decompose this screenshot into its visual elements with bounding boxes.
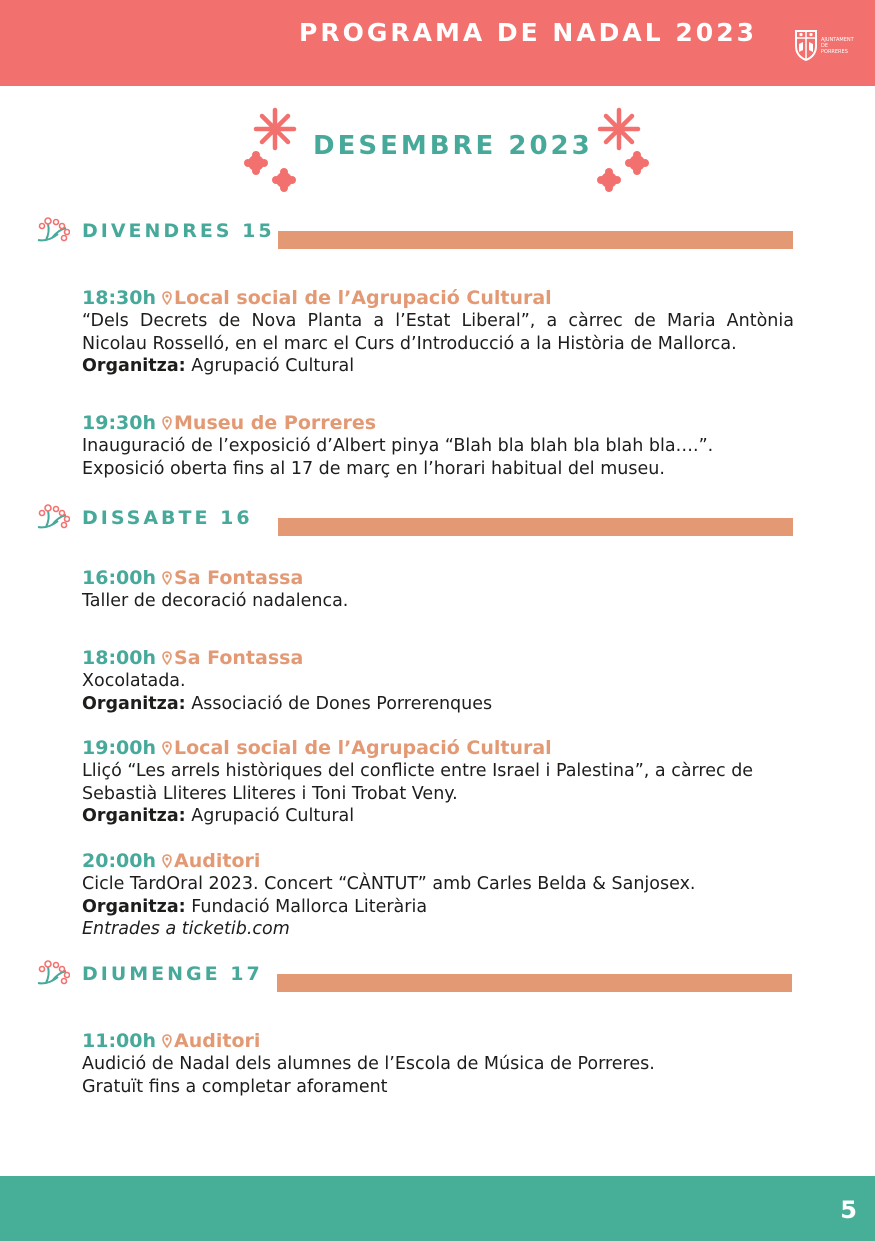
event-header xyxy=(82,566,794,590)
event-description: “Dels Decrets de Nova Planta a l’Estat Liberal”, a càrrec de Maria Antònia Nicolau Rosselló, en el marc el Curs d’Introducció a la Història de Mallorca. xyxy=(82,311,794,354)
event-description: Taller de decoració nadalenca. xyxy=(82,591,349,611)
event-header xyxy=(82,646,794,670)
location-pin-icon xyxy=(162,741,172,755)
organizer-label: Organitza: xyxy=(82,693,186,714)
event-organizer xyxy=(82,896,794,919)
day-heading xyxy=(0,959,875,999)
logo-text xyxy=(821,37,855,55)
organizer-label: Organitza: xyxy=(82,896,186,917)
event xyxy=(82,736,794,828)
month-title: DESEMBRE 2023 xyxy=(313,131,593,161)
event-time: 18:00h xyxy=(82,647,157,669)
location-pin-icon xyxy=(162,291,172,305)
event-description: Audició de Nadal dels alumnes de l’Escola de Música de Porreres. xyxy=(82,1054,655,1074)
day-label: DISSABTE 16 xyxy=(82,507,253,529)
event-description: Lliçó “Les arrels històriques del conflicte entre Israel i Palestina”, a càrrec de Sebastià Lliteres Lliteres i Toni Trobat Veny. xyxy=(82,761,754,804)
location-pin-icon xyxy=(162,416,172,430)
event-time: 16:00h xyxy=(82,567,157,589)
logo-text-line1: AJUNTAMENT xyxy=(821,37,854,43)
event-time: 19:30h xyxy=(82,412,157,434)
event xyxy=(82,1029,794,1098)
event xyxy=(82,849,794,941)
page-header xyxy=(0,0,875,86)
event-description: Cicle TardOral 2023. Concert “CÀNTUT” amb Carles Belda & Sanjosex. xyxy=(82,874,696,894)
event-header xyxy=(82,286,794,310)
location-pin-icon xyxy=(162,1034,172,1048)
organizer-name: Fundació Mallorca Literària xyxy=(191,896,428,917)
event-place: Local social de l’Agrupació Cultural xyxy=(174,287,552,309)
event-organizer xyxy=(82,355,794,378)
day-label: DIUMENGE 17 xyxy=(82,963,263,985)
event-header xyxy=(82,1029,794,1053)
day-heading xyxy=(0,503,875,543)
location-pin-icon xyxy=(162,651,172,665)
day-heading xyxy=(0,216,875,256)
page-footer xyxy=(0,1176,875,1241)
event xyxy=(82,411,794,480)
event xyxy=(82,646,794,715)
event-description: Xocolatada. xyxy=(82,671,186,691)
event xyxy=(82,566,794,613)
branch-berries-icon xyxy=(36,503,70,531)
branch-berries-icon xyxy=(36,216,70,244)
event-time: 20:00h xyxy=(82,850,157,872)
event-time: 19:00h xyxy=(82,737,157,759)
header-title: PROGRAMA DE NADAL 2023 xyxy=(299,18,757,47)
day-divider-bar xyxy=(278,231,793,249)
page-number: 5 xyxy=(840,1196,857,1224)
month-heading xyxy=(240,105,660,195)
event-description: Inauguració de l’exposició d’Albert pinya “Blah bla blah bla blah bla….”. Exposició oberta fins al 17 de març en l’horari habitual del museu. xyxy=(82,436,714,479)
event-place: Auditori xyxy=(174,1030,261,1052)
event-place: Sa Fontassa xyxy=(174,567,304,589)
event-header xyxy=(82,736,794,760)
event-organizer xyxy=(82,805,794,828)
organizer-label: Organitza: xyxy=(82,356,186,376)
organizer-name: Agrupació Cultural xyxy=(191,356,355,376)
event-place: Auditori xyxy=(174,850,261,872)
location-pin-icon xyxy=(162,571,172,585)
coat-of-arms-icon xyxy=(793,28,819,62)
location-pin-icon xyxy=(162,854,172,868)
organizer-label: Organitza: xyxy=(82,806,186,826)
event-header xyxy=(82,411,794,435)
event xyxy=(82,286,794,378)
day-divider-bar xyxy=(277,974,792,992)
organizer-name: Agrupació Cultural xyxy=(191,806,355,826)
event-time: 18:30h xyxy=(82,287,157,309)
event-time: 11:00h xyxy=(82,1030,157,1052)
event-place: Sa Fontassa xyxy=(174,647,304,669)
event-place: Local social de l’Agrupació Cultural xyxy=(174,737,552,759)
day-divider-bar xyxy=(278,518,793,536)
branch-berries-icon xyxy=(36,959,70,987)
event-organizer xyxy=(82,693,794,716)
event-note: Entrades a ticketib.com xyxy=(82,919,290,939)
event-note: Gratuït fins a completar aforament xyxy=(82,1076,388,1097)
event-place: Museu de Porreres xyxy=(174,412,377,434)
day-label: DIVENDRES 15 xyxy=(82,220,275,242)
logo-text-line2: DE PORRERES xyxy=(821,43,848,55)
event-header xyxy=(82,849,794,873)
ajuntament-logo xyxy=(793,28,855,62)
organizer-name: Associació de Dones Porrerenques xyxy=(191,693,493,714)
